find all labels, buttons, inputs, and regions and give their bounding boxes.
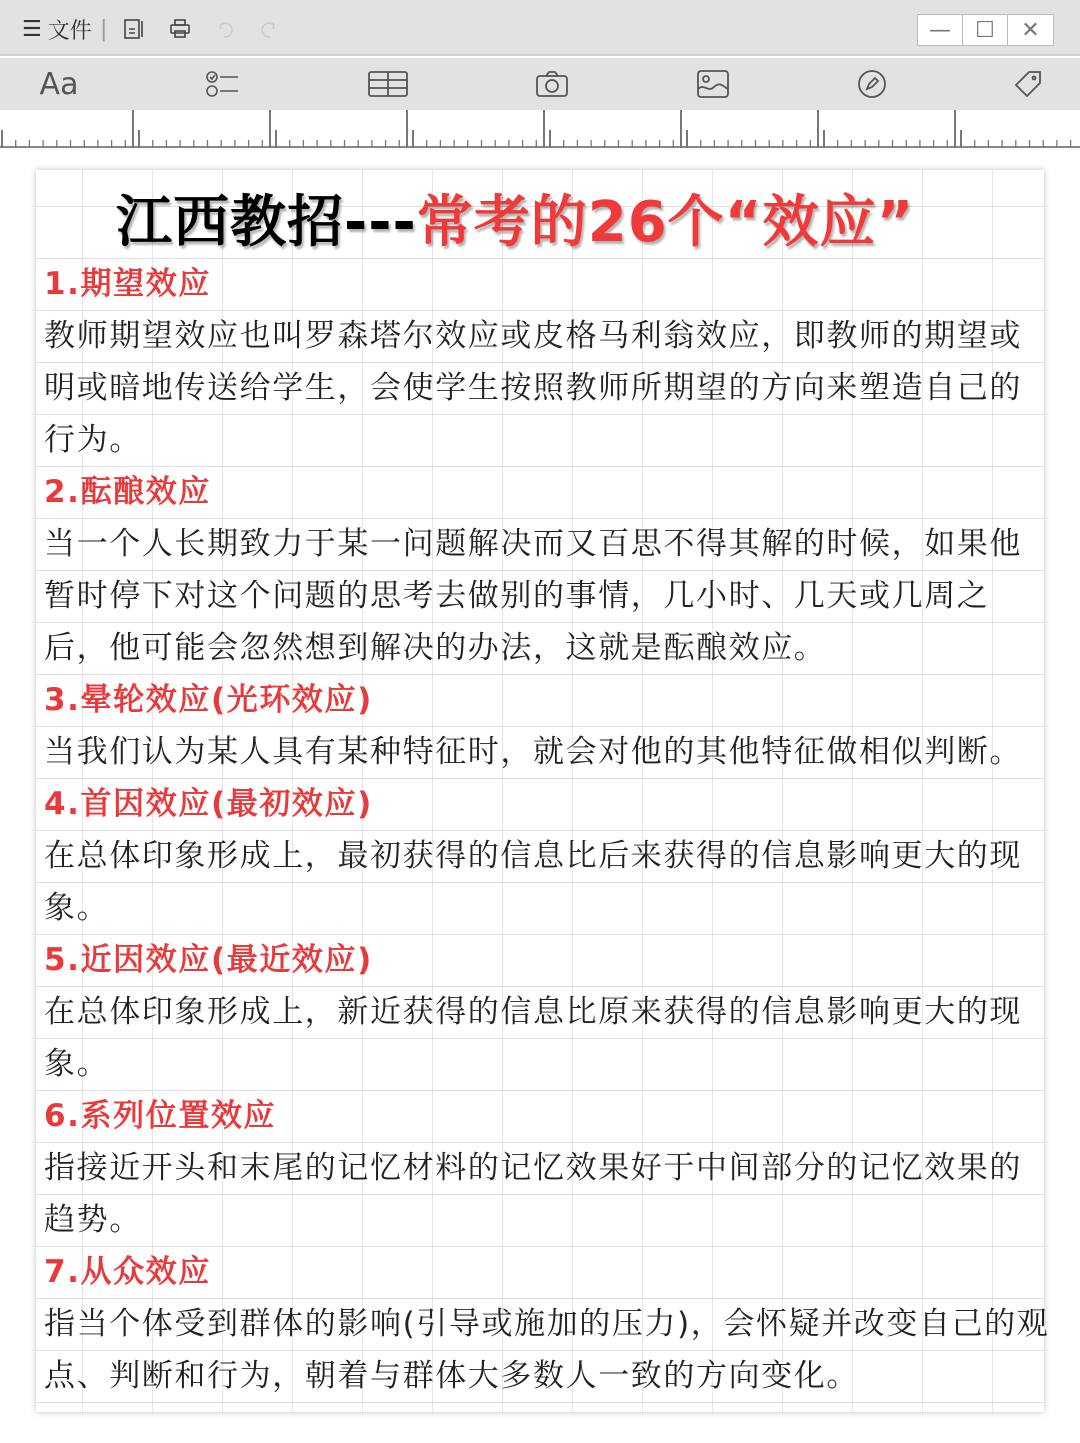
title-red-part: 常考的26个“效应” [416,190,915,255]
document-title [116,178,914,258]
minimize-button[interactable]: — [918,15,963,45]
print-icon[interactable] [168,14,192,44]
body-text-line: 教师期望效应也叫罗森塔尔效应或皮格马利翁效应，即教师的期望或 [44,318,1022,354]
body-text-line: 暂时停下对这个问题的思考去做别的事情，几小时、几天或几周之 [44,578,990,614]
pencil-icon[interactable] [856,66,888,102]
checklist-icon[interactable] [204,66,242,102]
menu-icon: ☰ [22,16,42,42]
body-text-line: 当我们认为某人具有某种特征时，就会对他的其他特征做相似判断。 [44,734,1022,770]
image-icon[interactable] [696,66,730,102]
document-page [36,170,1050,1412]
body-text-line: 当一个人长期致力于某一问题解决而又百思不得其解的时候，如果他 [44,526,1022,562]
body-text-line: 后，他可能会忽然想到解决的办法，这就是酝酿效应。 [44,630,827,666]
section-heading: 3.晕轮效应(光环效应) [44,682,373,718]
outline-icon[interactable] [122,14,146,44]
section-heading: 5.近因效应(最近效应) [44,942,373,978]
body-text-line: 象。 [44,1046,110,1082]
window-controls [917,14,1054,46]
toolbar [0,58,1080,110]
ruler-ticks [0,110,1080,148]
body-text-line: 指接近开头和末尾的记忆材料的记忆效果好于中间部分的记忆效果的 [44,1150,1022,1186]
body-text-line: 在总体印象形成上，最初获得的信息比后来获得的信息影响更大的现 [44,838,1022,874]
body-text-line: 明或暗地传送给学生，会使学生按照教师所期望的方向来塑造自己的 [44,370,1022,406]
body-text-line: 象。 [44,890,110,926]
section-heading: 1.期望效应 [44,266,211,302]
body-text-line: 趋势。 [44,1202,142,1238]
divider: | [100,16,108,42]
undo-icon[interactable] [214,14,238,44]
section-heading: 6.系列位置效应 [44,1098,277,1134]
body-text-line: 点、判断和行为，朝着与群体大多数人一致的方向变化。 [44,1358,859,1394]
camera-icon[interactable] [534,66,570,102]
maximize-button[interactable]: ☐ [963,15,1008,45]
section-heading: 4.首因效应(最初效应) [44,786,373,822]
title-bar [0,0,1080,56]
tag-icon[interactable] [1012,66,1044,102]
section-heading: 2.酝酿效应 [44,474,211,510]
body-text-line: 在总体印象形成上，新近获得的信息比原来获得的信息影响更大的现 [44,994,1022,1030]
redo-icon[interactable] [256,14,280,44]
table-icon[interactable] [368,66,408,102]
body-text-line: 指当个体受到群体的影响(引导或施加的压力)，会怀疑并改变自己的观 [44,1306,1050,1342]
title-black-part: 江西教招--- [116,190,417,255]
font-format-button[interactable]: Aa [39,66,79,102]
document-body [44,258,1049,1402]
close-button[interactable]: ✕ [1021,17,1040,43]
section-heading: 7.从众效应 [44,1254,211,1290]
body-text-line: 行为。 [44,422,142,458]
file-menu[interactable] [22,14,92,44]
ruler [0,110,1080,148]
file-menu-label: 文件 [47,18,92,44]
